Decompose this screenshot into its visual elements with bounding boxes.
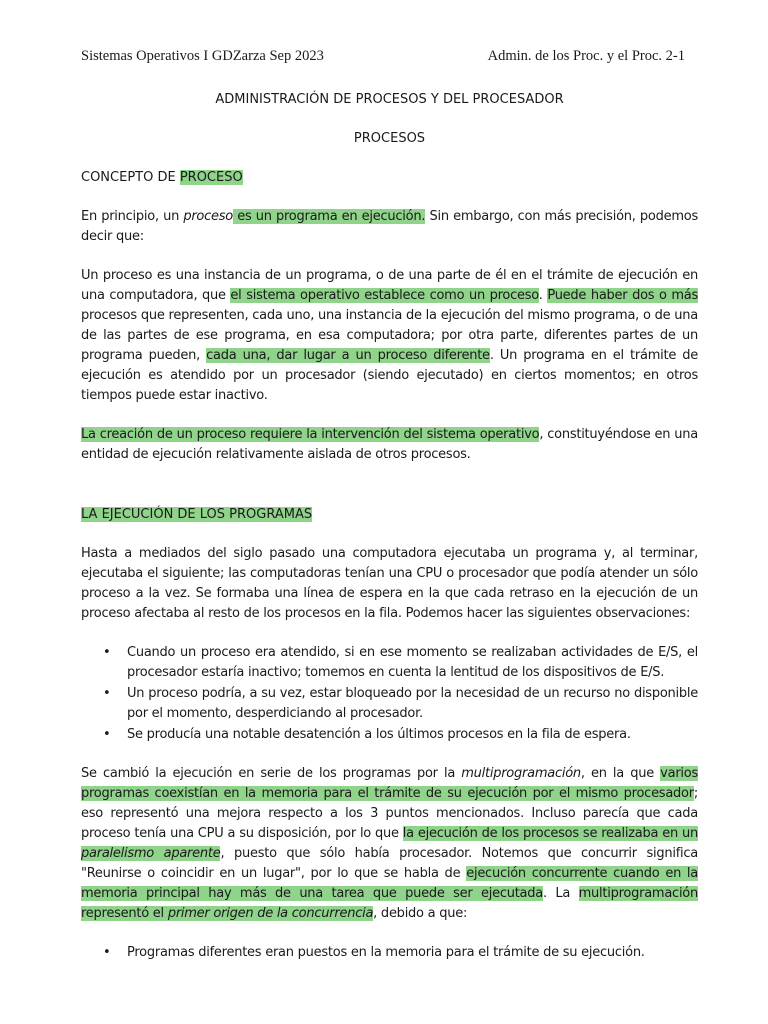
header-left: Sistemas Operativos I GDZarza Sep 2023 <box>81 48 324 64</box>
section-heading-ejecucion <box>81 505 698 525</box>
list-item <box>81 943 698 963</box>
text-run: . La <box>543 886 579 901</box>
highlight-run: Puede haber dos o más <box>547 288 698 303</box>
italic-run: proceso <box>183 209 233 224</box>
heading-highlight: PROCESO <box>179 170 243 185</box>
list-item-text: Cuando un proceso era atendido, si en ese momento se realizaban actividades de E/S, el procesador estaría inactivo; tomemos en cuenta la lentitud de los dispositivos de E/S. <box>127 645 698 680</box>
bullet-list-observaciones <box>81 643 698 745</box>
text-run: procesos que representen, cada uno, una instancia de la ejecución del mismo programa, o de una de las partes de ese programa, en esa computadora; por otra parte, diferentes partes de un programa pueden, <box>81 308 698 363</box>
text-run: , debido a que: <box>373 906 468 921</box>
text-run: , constituyéndose en una entidad de ejecución relativamente aislada de otros procesos. <box>81 427 698 462</box>
list-item <box>81 643 698 683</box>
text-run: , en la que <box>580 766 661 781</box>
highlight-italic-run: primer origen de la concurrencia <box>167 906 374 921</box>
document-title: ADMINISTRACIÓN DE PROCESOS Y DEL PROCESADOR <box>215 92 564 107</box>
bullet-icon: • <box>103 686 111 701</box>
bullet-icon: • <box>103 945 111 960</box>
paragraph-ejecucion-2 <box>81 764 698 924</box>
highlight-run: ejecución concurrente cuando en la memoria principal hay más de una tarea que puede ser ejecutada <box>81 866 699 901</box>
paragraph-concepto-2 <box>81 266 698 406</box>
text-run: , puesto que sólo había procesador. Notemos que concurrir significa "Reunirse o coincidir en un lugar", por lo que se habla de <box>81 846 698 881</box>
section-heading-concepto <box>81 168 698 188</box>
list-item <box>81 684 698 724</box>
highlight-run: es un programa en ejecución. <box>233 209 426 224</box>
italic-run: multiprogramación <box>461 766 581 781</box>
text-run: En principio, un <box>81 209 184 224</box>
list-item <box>81 725 698 745</box>
paragraph-concepto-1 <box>81 207 698 247</box>
highlight-run: cada una, dar lugar a un proceso diferente <box>206 348 490 363</box>
paragraph-ejecucion-1: Hasta a mediados del siglo pasado una computadora ejecutaba un programa y, al terminar, ejecutaba el siguiente; las computadoras tenían una CPU o procesador que podía atender un sólo proceso a la vez. Se formaba una línea de espera en la que cada retraso en la ejecución de un proceso afectaba al resto de los procesos en la fila. Podemos hacer las siguientes observaciones: <box>81 546 698 621</box>
highlight-run: el sistema operativo establece como un proceso <box>230 288 539 303</box>
highlight-italic-run: paralelismo aparente <box>81 846 221 861</box>
page-header <box>81 48 685 65</box>
document-subtitle: PROCESOS <box>353 131 426 146</box>
paragraph-concepto-3 <box>81 425 698 465</box>
list-item-text: Programas diferentes eran puestos en la memoria para el trámite de su ejecución. <box>127 945 645 960</box>
text-run: ; eso representó una mejora respecto a los 3 puntos mencionados. Incluso parecía que cada proceso tenía una CPU a su disposición, por lo que <box>81 786 698 841</box>
highlight-run: varios programas coexistían en la memoria para el trámite de su ejecución por el mismo procesador <box>81 766 698 801</box>
heading-prefix: CONCEPTO DE <box>81 170 180 185</box>
highlight-run: La creación de un proceso requiere la intervención del sistema operativo <box>81 427 540 442</box>
highlight-run: la ejecución de los procesos se realizaba en un <box>402 826 698 841</box>
text-run: Se cambió la ejecución en serie de los programas por la <box>81 766 462 781</box>
text-run: . <box>538 288 548 303</box>
text-run: Sin embargo, con más precisión, podemos decir que: <box>81 209 698 244</box>
text-run: . Un programa en el trámite de ejecución es atendido por un procesador (siendo ejecutado) en ciertos momentos; en otros tiempos puede estar inactivo. <box>81 348 698 403</box>
bullet-icon: • <box>103 727 111 742</box>
list-item-text: Un proceso podría, a su vez, estar bloqueado por la necesidad de un recurso no disponible por el momento, desperdiciando al procesador. <box>127 686 698 721</box>
highlight-run: multiprogramación representó el <box>81 886 698 921</box>
list-item-text: Se producía una notable desatención a los últimos procesos en la fila de espera. <box>127 727 631 742</box>
text-run: Un proceso es una instancia de un programa, o de una parte de él en el trámite de ejecución en una computadora, que <box>81 268 698 303</box>
bullet-list-multiprogramacion <box>81 943 698 963</box>
document-body <box>81 90 698 964</box>
header-right: Admin. de los Proc. y el Proc. 2-1 <box>487 48 685 64</box>
bullet-icon: • <box>103 645 111 660</box>
heading-highlight: LA EJECUCIÓN DE LOS PROGRAMAS <box>81 507 313 522</box>
